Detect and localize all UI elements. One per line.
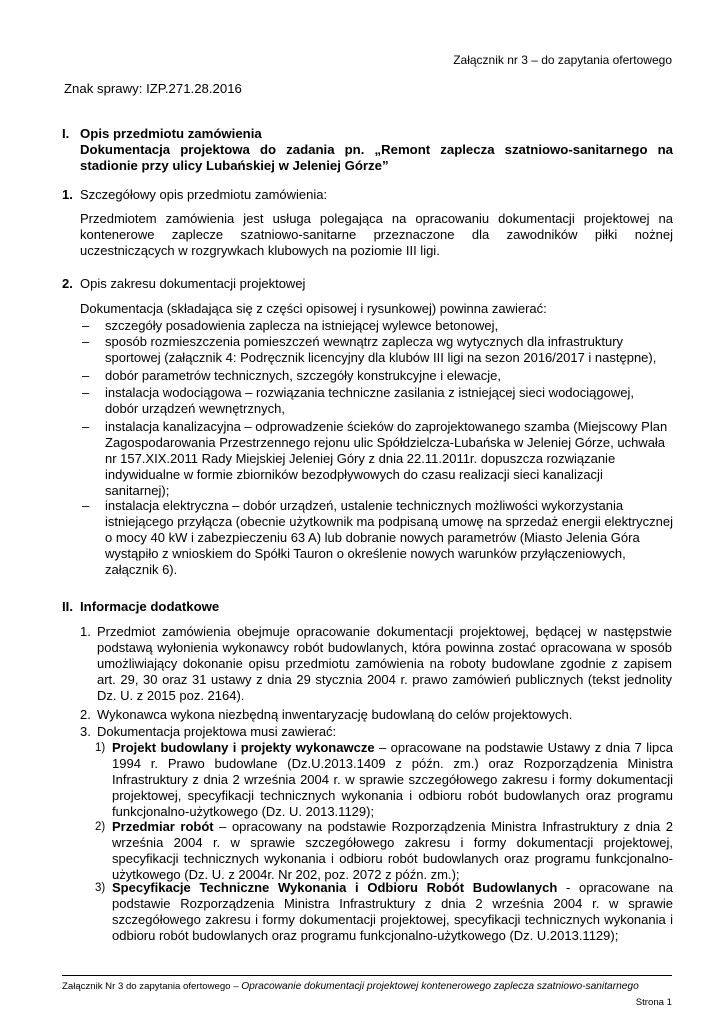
footer-divider bbox=[62, 975, 672, 976]
item-2-heading: Opis zakresu dokumentacji projektowej bbox=[80, 276, 306, 291]
item-1-number: 1. bbox=[62, 187, 73, 202]
info-item-number: 3. bbox=[80, 724, 91, 739]
deliverable-text: - opracowane na podstawie Rozporządzenia Ministra Infrastruktury z dnia 2 września 2004 r. w sprawie szczegółowego zakresu i formy dokumentacji projektowej, specyfikacji technicznych wykonania i odbioru robót budowlanych oraz programu funkcjonalno-użytkowego (Dz. U.2013.1129); bbox=[112, 880, 674, 943]
footer-text bbox=[62, 979, 639, 995]
deliverable-title: Przedmiar robót bbox=[112, 819, 214, 834]
deliverable-text: – opracowane na podstawie Ustawy z dnia 7 lipca 1994 r. Prawo budowlane (Dz.U.2013.1409 z późn. zm.) oraz Rozporządzenia Ministra Infrastruktury z dnia 2 września 2004 r. w sprawie szczegółowego zakresu i formy dokumentacji projektowej, specyfikacji technicznych wykonania i odbioru robót budowlanych oraz programu funkcjonalno-użytkowego (Dz. U. 2013.1129); bbox=[112, 740, 673, 819]
footer-attachment: Załącznik Nr 3 do zapytania ofertowego bbox=[62, 981, 231, 992]
deliverable-title: Specyfikacje Techniczne Wykonania i Odbioru Robót Budowlanych bbox=[112, 880, 558, 895]
info-item-number: 2. bbox=[80, 707, 91, 722]
deliverable-item bbox=[95, 740, 673, 820]
scope-list-item-text: dobór parametrów technicznych, szczegóły konstrukcyjne i elewacje, bbox=[105, 368, 501, 383]
dash-marker: – bbox=[82, 318, 90, 333]
item-2-number: 2. bbox=[62, 276, 73, 291]
scope-list-item-text: sposób rozmieszczenia pomieszczeń wewnątrz zaplecza wg wytycznych dla infrastruktury sportowej (załącznik 4: Podręcznik licencyjny dla klubów III ligi na sezon 2016/2017 i następne), bbox=[105, 334, 657, 365]
scope-list-item bbox=[82, 318, 674, 334]
scope-list-item bbox=[82, 385, 657, 417]
scope-list-item-text: instalacja kanalizacyjna – odprowadzenie ścieków do zaprojektowanego szamba (Miejscowy Plan Zagospodarowania Przestrzennego rejonu ulic Spółdzielcza-Lubańska w Jeleniej Górze, uchwała nr 157.XIX.2011 Rady Miejskiej Jeleniej Góry z dnia 22.11.2011r. dopuszcza rozwiązanie indywidualne w formie zbiorników bezodpływowych do czasu realizacji sieci kanalizacji sanitarnej); bbox=[105, 419, 668, 498]
dash-marker: – bbox=[82, 498, 90, 513]
scope-list-item bbox=[82, 498, 675, 578]
dash-marker: – bbox=[82, 334, 90, 349]
section-1-subtitle: Dokumentacja projektowa do zadania pn. „Remont zaplecza szatniowo-sanitarnego na stadionie przy ulicy Lubańskiej w Jeleniej Górze” bbox=[80, 142, 673, 173]
item-2-intro: Dokumentacja (składająca się z części opisowej i rysunkowej) powinna zawierać: bbox=[80, 301, 547, 316]
deliverable-item bbox=[95, 819, 673, 883]
info-item-text: Przedmiot zamówienia obejmuje opracowanie dokumentacji projektowej, będącej w następstwie podstawą wyłonienia wykonawcy robót budowlanych, która powinna zostać opracowana w sposób umożliwiający dokonanie opisu przedmiotu zamówienia na roboty budowlane zgodnie z zapisem art. 29, 30 oraz 31 ustawy z dnia 29 stycznia 2004 r. prawo zamówień publicznych (tekst jednolity Dz. U. z 2015 poz. 2164). bbox=[97, 624, 672, 703]
page-number: Strona 1 bbox=[635, 997, 672, 1008]
section-1-title: Opis przedmiotu zamówienia bbox=[80, 126, 262, 141]
deliverable-item bbox=[95, 880, 673, 944]
deliverable-number: 1) bbox=[95, 742, 106, 754]
deliverable-number: 3) bbox=[95, 882, 106, 894]
item-1-heading: Szczegółowy opis przedmiotu zamówienia: bbox=[80, 187, 328, 202]
footer-separator: – bbox=[233, 981, 239, 992]
scope-list-item bbox=[82, 334, 662, 366]
attachment-note: Załącznik nr 3 – do zapytania ofertowego bbox=[453, 53, 672, 67]
dash-marker: – bbox=[82, 419, 90, 434]
deliverable-title: Projekt budowlany i projekty wykonawcze bbox=[112, 740, 375, 755]
info-item-text: Dokumentacja projektowa musi zawierać: bbox=[97, 724, 337, 739]
scope-list-item bbox=[82, 419, 668, 499]
info-item-number: 1. bbox=[80, 624, 91, 639]
deliverable-text: – opracowany na podstawie Rozporządzenia Ministra Infrastruktury z dnia 2 września 2004 r. w sprawie szczegółowego zakresu i formy dokumentacji projektowej, specyfikacji technicznych wykonania i odbioru robót budowlanych oraz programu funkcjonalno-użytkowego (Dz. U. z 2004r. Nr 202, poz. 2072 z późn. zm.); bbox=[112, 819, 674, 882]
scope-list-item-text: szczegóły posadowienia zaplecza na istniejącej wylewce betonowej, bbox=[105, 318, 499, 333]
scope-list-item-text: instalacja wodociągowa – rozwiązania techniczne zasilania z istniejącej sieci wodociągowej, dobór urządzeń wewnętrznych, bbox=[105, 385, 634, 416]
info-item-text: Wykonawca wykona niezbędną inwentaryzację budowlaną do celów projektowych. bbox=[97, 707, 573, 722]
section-1-numeral: I. bbox=[62, 126, 70, 141]
scope-list-item-text: instalacja elektryczna – dobór urządzeń, ustalenie technicznych możliwości wykorzystania istniejącego przyłącza (obecnie użytkownik ma podpisaną umowę na sprzedaż energii elektrycznej o mocy 40 kW i zabezpieczeniu 63 A) lub dobranie nowych parametrów (Miasto Jelenia Góra wystąpiło z wnioskiem do Spółki Tauron o określenie nowych warunków przyłączeniowych, załącznik 6). bbox=[105, 498, 673, 577]
case-number: Znak sprawy: IZP.271.28.2016 bbox=[64, 81, 242, 96]
dash-marker: – bbox=[82, 385, 90, 400]
deliverable-number: 2) bbox=[95, 821, 106, 833]
footer-title: Opracowanie dokumentacji projektowej kontenerowego zaplecza szatniowo-sanitarnego bbox=[241, 981, 639, 992]
section-2-title: Informacje dodatkowe bbox=[80, 599, 220, 614]
section-2-numeral: II. bbox=[62, 599, 73, 614]
dash-marker: – bbox=[82, 368, 90, 383]
item-1-body: Przedmiotem zamówienia jest usługa polegająca na opracowaniu dokumentacji projektowej na kontenerowe zaplecze szatniowo-sanitarne przeznaczone dla zawodników piłki nożnej uczestniczących w rozgrywkach klubowych na poziomie III ligi. bbox=[80, 211, 673, 258]
scope-list-item bbox=[82, 368, 674, 384]
